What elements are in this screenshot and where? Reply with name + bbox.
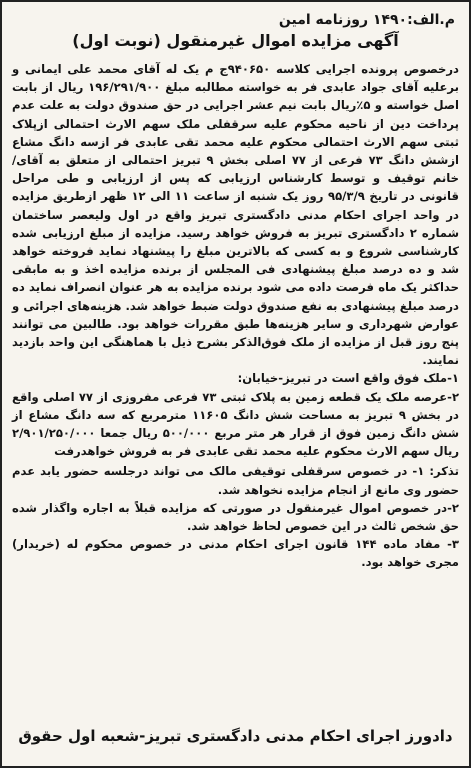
notes-section bbox=[12, 462, 459, 571]
notice-body bbox=[12, 60, 459, 572]
note-2: ۲-در خصوص اموال غیرمنقول در صورتی که مزایده قبلاً به اجاره واگذار شده حق شخص ثالث در این خصوص لحاظ خواهد شد. bbox=[12, 500, 459, 534]
property-description: ۲-عرصه ملک یک قطعه زمین به پلاک ثبتی ۷۳ فرعی مفروزی از ۷۷ اصلی واقع در بخش ۹ تبریز به مساحت شش دانگ ۱۱۶۰۵ مترمربع که سه دانگ مشاع از شش دانگ زمین فوق از قرار هر متر مربع ۵۰۰/۰۰۰ ریال جمعا ۲/۹۰۱/۲۵۰/۰۰۰ ریال سهم الارث محکوم علیه محمد تقی عابدی فر به فروش خواهدرفت bbox=[12, 389, 460, 459]
notice-title: آگهی مزایده اموال غیرمنقول (نوبت اول) bbox=[72, 31, 399, 50]
main-paragraph: درخصوص پرونده اجرایی کلاسه ۹۴۰۶۵۰ج م یک له آقای محمد علی ایمانی و برعلیه آقای جواد عابدی فر به خواسته مطالبه مبلغ ۱۹۶/۲۹۱/۹۰۰ ریال از بابت اصل خواسته و ۵٪ریال بابت نیم عشر اجرایی در حق صندوق دولت به علت عدم پرداخت دین از ناحیه محکوم علیه سرقفلی ملک سهم الارث احتمالی ازپلاک ثبتی سهم الارث احتمالی محکوم علیه محمد تقی عابدی فر ازسه دانگ مشاع ازشش دانگ ۷۳ فرعی از ۷۷ اصلی بخش ۹ تبریز احتمالی از متعلق به آقای/خانم توقیف و توسط کارشناس ارزیابی که پس از ارزیابی و طی مراحل قانونی در تاریخ ۹۵/۳/۹ روز یک شنبه از ساعت ۱۱ الی ۱۲ ظهر ازطریق مزایده در واحد اجرای احکام مدنی دادگستری تبریز واقع در اول ولیعصر ساختمان شماره ۲ دادگستری تبریز به فروش خواهد رسید. مزایده از مبلغ ارزیابی شده کارشناسی شروع و به کسی که بالاترین مبلغ را پیشنهاد نماید فروخته خواهد شد و ده درصد مبلغ پیشنهادی فی المجلس از برنده مزایده اخذ و به مابقی حداکثر یک ماه فرصت داده می شود برنده مزایده به هر عنوان انصراف نماید ده درصد مبلغ پیشنهادی به نفع صندوق دولت ضبط خواهد شد. هزینه‌های اجرائی و عوارض شهرداری و سایر هزینه‌ها طبق مقررات خواهد بود. طالبین می توانند پنج روز قبل از مزایده از ملک فوق‌الذکر بشرح ذیل با هماهنگی این واحد بازدید نمایند. bbox=[12, 62, 459, 368]
notice-content bbox=[12, 8, 459, 760]
property-location: ۱-ملک فوق واقع است در تبریز-خیابان: bbox=[237, 371, 459, 386]
note-3: ۳- مفاد ماده ۱۴۴ قانون اجرای احکام مدنی در خصوص محکوم له (خریدار) مجری خواهد بود. bbox=[12, 537, 459, 570]
signature-line: دادورز اجرای احکام مدنی دادگستری تبریز-شعبه اول حقوق bbox=[18, 727, 453, 745]
reference-number: م.الف:۱۴۹۰ روزنامه امین bbox=[278, 12, 455, 28]
note-1: تذکر: ۱- در خصوص سرقفلی توقیفی مالک می تواند درجلسه حضور یابد عدم حضور وی مانع از انجام مزایده نخواهد شد. bbox=[12, 464, 459, 497]
